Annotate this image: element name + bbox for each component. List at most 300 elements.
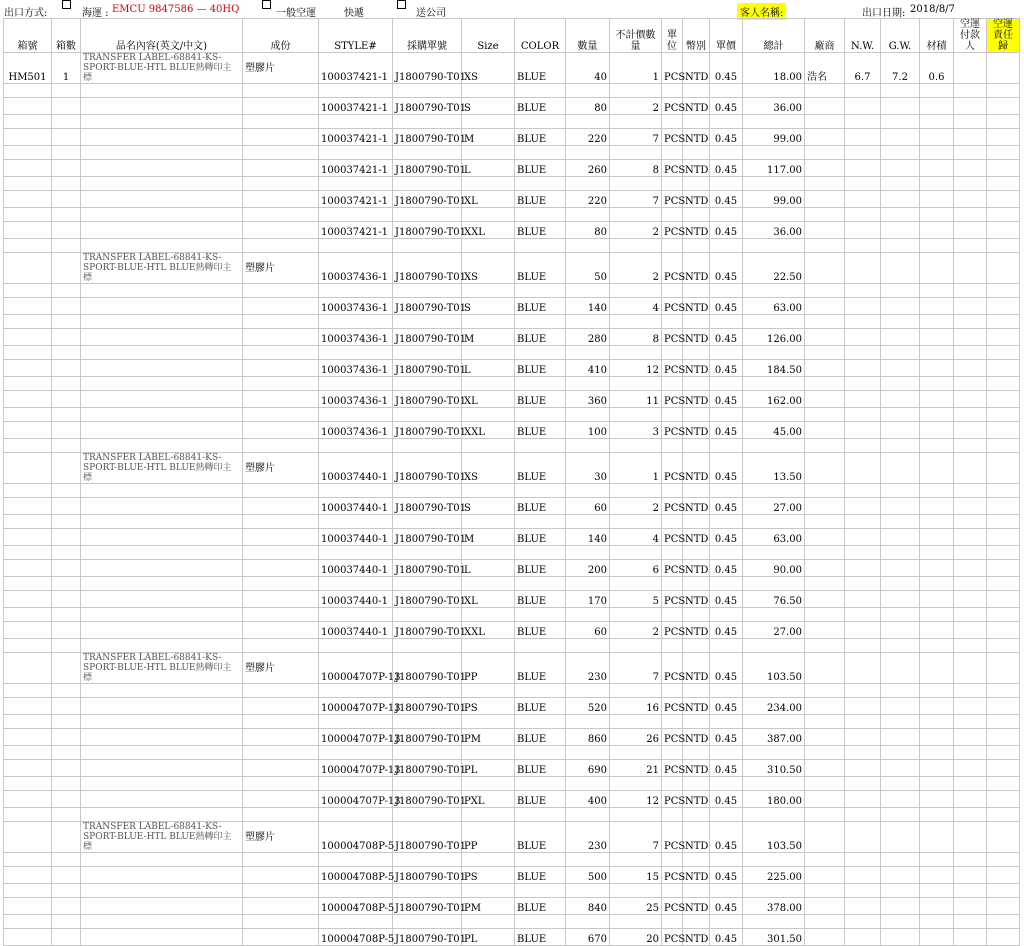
empty-cell [710,715,743,729]
empty-cell [987,422,1020,439]
empty-cell [987,808,1020,822]
empty-cell [243,808,319,822]
color-cell: BLUE [515,298,566,315]
empty-cell [243,360,319,377]
empty-cell [52,653,81,684]
empty-cell [393,239,462,253]
no-charge-cell: 2 [610,498,662,515]
size-cell: PP [462,822,515,853]
empty-cell [52,146,81,160]
empty-cell [881,329,920,346]
col-total: 總計 [743,19,805,53]
color-cell: BLUE [515,729,566,746]
total-cell: 13.50 [743,453,805,484]
empty-cell [805,808,845,822]
empty-cell [743,146,805,160]
empty-cell [710,408,743,422]
price-cell: 0.45 [710,560,743,577]
empty-cell [805,484,845,498]
empty-cell [743,84,805,98]
empty-cell [4,729,52,746]
empty-cell [954,208,987,222]
empty-cell [393,284,462,298]
composition-cell: 塑膠片 [243,53,319,84]
empty-cell [4,853,52,867]
table-row [4,822,1020,853]
empty-cell [805,422,845,439]
empty-cell [987,608,1020,622]
empty-cell [710,884,743,898]
empty-cell [920,639,954,653]
empty-cell [920,808,954,822]
qty-cell: 840 [566,898,610,915]
empty-cell [319,884,393,898]
empty-cell [881,253,920,284]
empty-cell [805,884,845,898]
style-cell: 100037436-1 [319,391,393,408]
empty-cell [243,639,319,653]
spacer-row [4,484,1020,498]
size-cell: PS [462,698,515,715]
empty-cell [881,360,920,377]
empty-cell [52,684,81,698]
empty-cell [662,239,683,253]
total-cell: 225.00 [743,867,805,884]
empty-cell [683,608,710,622]
empty-cell [462,915,515,929]
style-cell: 100037440-1 [319,591,393,608]
empty-cell [393,115,462,129]
currency-cell: NTD [683,360,710,377]
empty-cell [4,915,52,929]
no-charge-cell: 5 [610,591,662,608]
empty-cell [987,484,1020,498]
qty-cell: 30 [566,453,610,484]
empty-cell [987,408,1020,422]
empty-cell [987,53,1020,84]
empty-cell [610,115,662,129]
empty-cell [81,239,243,253]
po-cell: J1800790-T01 [393,98,462,115]
empty-cell [81,408,243,422]
price-cell: 0.45 [710,760,743,777]
empty-cell [710,746,743,760]
empty-cell [710,684,743,698]
empty-cell [319,715,393,729]
po-cell: J1800790-T01 [393,898,462,915]
empty-cell [243,698,319,715]
empty-cell [920,715,954,729]
empty-cell [566,315,610,329]
color-cell: BLUE [515,191,566,208]
style-cell: 100004708P-5 [319,929,393,946]
color-cell: BLUE [515,129,566,146]
empty-cell [52,208,81,222]
empty-cell [81,346,243,360]
unit-cell: PCS [662,867,683,884]
empty-cell [743,239,805,253]
empty-cell [881,560,920,577]
empty-cell [987,84,1020,98]
empty-cell [243,208,319,222]
export-date-value: 2018/8/7 [910,4,955,15]
table-row [4,298,1020,315]
currency-cell: NTD [683,591,710,608]
empty-cell [920,453,954,484]
empty-cell [4,746,52,760]
po-cell: J1800790-T01 [393,298,462,315]
air-label: 一般空運 [276,8,316,19]
empty-cell [710,915,743,929]
empty-cell [954,315,987,329]
empty-cell [81,853,243,867]
empty-cell [881,884,920,898]
empty-cell [920,653,954,684]
spacer-row [4,115,1020,129]
empty-cell [805,253,845,284]
no-charge-cell: 2 [610,622,662,639]
empty-cell [881,484,920,498]
empty-cell [4,898,52,915]
spacer-row [4,608,1020,622]
empty-cell [610,746,662,760]
spacer-row [4,915,1020,929]
empty-cell [462,577,515,591]
col-box-no: 箱號 [4,19,52,53]
empty-cell [805,746,845,760]
price-cell: 0.45 [710,422,743,439]
empty-cell [515,639,566,653]
color-cell: BLUE [515,98,566,115]
empty-cell [845,329,881,346]
style-cell: 100037436-1 [319,360,393,377]
size-cell: M [462,129,515,146]
empty-cell [683,715,710,729]
empty-cell [52,129,81,146]
empty-cell [710,808,743,822]
empty-cell [393,315,462,329]
empty-cell [881,898,920,915]
spacer-row [4,515,1020,529]
price-cell: 0.45 [710,253,743,284]
empty-cell [81,698,243,715]
currency-cell: NTD [683,729,710,746]
po-cell: J1800790-T01 [393,453,462,484]
empty-cell [743,115,805,129]
gw-cell: 7.2 [881,53,920,84]
empty-cell [845,746,881,760]
total-cell: 99.00 [743,129,805,146]
empty-cell [462,315,515,329]
empty-cell [4,884,52,898]
empty-cell [845,253,881,284]
empty-cell [566,915,610,929]
empty-cell [954,329,987,346]
size-cell: L [462,160,515,177]
empty-cell [393,915,462,929]
style-cell: 100004707P-13 [319,653,393,684]
empty-cell [805,346,845,360]
empty-cell [662,315,683,329]
empty-cell [610,439,662,453]
empty-cell [881,146,920,160]
empty-cell [243,222,319,239]
empty-cell [987,98,1020,115]
price-cell: 0.45 [710,391,743,408]
empty-cell [845,546,881,560]
empty-cell [920,546,954,560]
no-charge-cell: 2 [610,253,662,284]
unit-cell: PCS [662,422,683,439]
empty-cell [954,915,987,929]
price-cell: 0.45 [710,929,743,946]
empty-cell [920,298,954,315]
empty-cell [4,653,52,684]
empty-cell [845,146,881,160]
empty-cell [954,84,987,98]
empty-cell [52,791,81,808]
empty-cell [52,577,81,591]
empty-cell [81,329,243,346]
color-cell: BLUE [515,391,566,408]
spacer-row [4,84,1020,98]
col-style: STYLE# [319,19,393,53]
empty-cell [81,177,243,191]
currency-cell: NTD [683,867,710,884]
empty-cell [845,622,881,639]
empty-cell [683,377,710,391]
currency-cell: NTD [683,422,710,439]
empty-cell [81,315,243,329]
empty-cell [805,546,845,560]
empty-cell [81,622,243,639]
empty-cell [987,729,1020,746]
empty-cell [243,915,319,929]
po-cell: J1800790-T01 [393,129,462,146]
empty-cell [954,791,987,808]
empty-cell [805,867,845,884]
empty-cell [81,639,243,653]
size-cell: PL [462,760,515,777]
empty-cell [662,915,683,929]
total-cell: 22.50 [743,253,805,284]
price-cell: 0.45 [710,591,743,608]
empty-cell [845,498,881,515]
empty-cell [881,377,920,391]
spacer-row [4,408,1020,422]
empty-cell [987,498,1020,515]
empty-cell [845,639,881,653]
empty-cell [954,546,987,560]
size-cell: S [462,498,515,515]
empty-cell [743,884,805,898]
empty-cell [81,284,243,298]
empty-cell [52,760,81,777]
empty-cell [987,315,1020,329]
empty-cell [81,929,243,946]
empty-cell [881,391,920,408]
empty-cell [52,239,81,253]
spacer-row [4,684,1020,698]
empty-cell [845,408,881,422]
empty-cell [881,867,920,884]
empty-cell [462,684,515,698]
empty-cell [662,608,683,622]
unit-cell: PCS [662,191,683,208]
col-color: COLOR [515,19,566,53]
empty-cell [243,622,319,639]
empty-cell [81,222,243,239]
table-row [4,160,1020,177]
empty-cell [81,146,243,160]
empty-cell [4,146,52,160]
empty-cell [710,777,743,791]
empty-cell [987,639,1020,653]
empty-cell [4,177,52,191]
empty-cell [566,346,610,360]
qty-cell: 220 [566,191,610,208]
empty-cell [52,315,81,329]
empty-cell [393,84,462,98]
delivery-checkbox[interactable] [397,0,406,9]
empty-cell [515,884,566,898]
empty-cell [610,484,662,498]
empty-cell [566,239,610,253]
empty-cell [920,591,954,608]
empty-cell [319,853,393,867]
empty-cell [4,867,52,884]
empty-cell [393,746,462,760]
empty-cell [243,684,319,698]
empty-cell [610,146,662,160]
empty-cell [881,346,920,360]
empty-cell [881,453,920,484]
empty-cell [4,284,52,298]
style-cell: 100037440-1 [319,453,393,484]
empty-cell [81,546,243,560]
empty-cell [954,391,987,408]
empty-cell [81,560,243,577]
empty-cell [987,453,1020,484]
empty-cell [4,639,52,653]
empty-cell [515,239,566,253]
unit-cell: PCS [662,391,683,408]
empty-cell [393,808,462,822]
empty-cell [462,177,515,191]
empty-cell [954,639,987,653]
col-price: 單價 [710,19,743,53]
empty-cell [987,746,1020,760]
empty-cell [920,422,954,439]
empty-cell [4,129,52,146]
no-charge-cell: 3 [610,422,662,439]
empty-cell [515,177,566,191]
empty-cell [805,177,845,191]
empty-cell [987,777,1020,791]
unit-cell: PCS [662,298,683,315]
empty-cell [987,129,1020,146]
col-air-resp: 空運責任歸 [987,19,1020,53]
empty-cell [462,84,515,98]
empty-cell [81,867,243,884]
unit-cell: PCS [662,791,683,808]
empty-cell [710,239,743,253]
empty-cell [243,729,319,746]
price-cell: 0.45 [710,160,743,177]
empty-cell [610,346,662,360]
empty-cell [954,160,987,177]
empty-cell [881,577,920,591]
style-cell: 100004708P-5 [319,898,393,915]
qty-cell: 80 [566,222,610,239]
total-cell: 378.00 [743,898,805,915]
empty-cell [987,253,1020,284]
empty-cell [52,867,81,884]
empty-cell [710,208,743,222]
empty-cell [52,822,81,853]
empty-cell [805,129,845,146]
empty-cell [52,98,81,115]
empty-cell [52,160,81,177]
empty-cell [987,653,1020,684]
empty-cell [954,898,987,915]
empty-cell [81,208,243,222]
empty-cell [683,577,710,591]
color-cell: BLUE [515,653,566,684]
empty-cell [566,577,610,591]
empty-cell [4,239,52,253]
empty-cell [683,777,710,791]
empty-cell [987,791,1020,808]
air-checkbox[interactable] [262,0,271,9]
delivery-label: 送公司 [416,8,446,19]
empty-cell [243,591,319,608]
empty-cell [515,746,566,760]
empty-cell [243,98,319,115]
sea-checkbox[interactable] [62,0,71,9]
empty-cell [566,808,610,822]
po-cell: J1800790-T01 [393,498,462,515]
po-cell: J1800790-T01 [393,653,462,684]
empty-cell [81,577,243,591]
empty-cell [920,177,954,191]
empty-cell [954,729,987,746]
empty-cell [845,808,881,822]
nw-cell: 6.7 [845,53,881,84]
empty-cell [920,698,954,715]
empty-cell [805,791,845,808]
empty-cell [954,760,987,777]
empty-cell [52,639,81,653]
empty-cell [243,146,319,160]
empty-cell [4,84,52,98]
size-cell: PM [462,898,515,915]
currency-cell: NTD [683,98,710,115]
empty-cell [81,746,243,760]
empty-cell [4,822,52,853]
style-cell: 100037436-1 [319,298,393,315]
empty-cell [515,439,566,453]
style-cell: 100004707P-13 [319,760,393,777]
empty-cell [81,760,243,777]
table-row [4,53,1020,84]
qty-cell: 860 [566,729,610,746]
empty-cell [243,484,319,498]
unit-cell: PCS [662,498,683,515]
unit-cell: PCS [662,760,683,777]
empty-cell [881,746,920,760]
unit-cell: PCS [662,222,683,239]
